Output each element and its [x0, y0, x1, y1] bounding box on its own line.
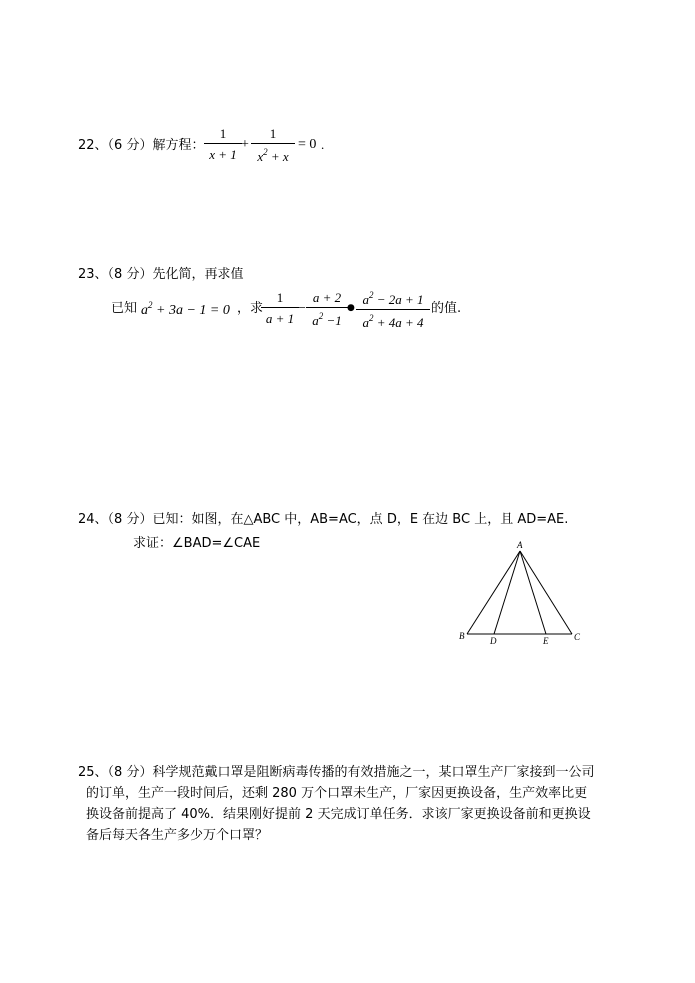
q22-fraction-2 [251, 127, 295, 163]
segment-AC [520, 551, 572, 634]
fraction-bar [356, 309, 430, 310]
q23-fraction-2 [306, 291, 348, 327]
q22-equals: = 0 [298, 137, 317, 152]
segment-AB [467, 551, 520, 634]
q22-frac2-numerator: 1 [269, 126, 277, 141]
triangle-figure [450, 538, 590, 650]
q23-frac1-denominator: a + 1 [265, 311, 295, 326]
fraction-bar [306, 307, 348, 308]
fraction-bar [261, 307, 299, 308]
vertex-label-d: D [490, 636, 497, 646]
q22-frac1-numerator: 1 [219, 126, 227, 141]
q22-frac1-denominator: x + 1 [209, 147, 237, 162]
q23-given-prefix: 已知 [111, 301, 138, 316]
q23-label: 23、（8 分）先化简，再求值 [78, 267, 244, 282]
q23-frac1-numerator: 1 [276, 290, 284, 305]
q23-frac3-denominator: $a^2 + 4a + 4$ [362, 313, 424, 330]
q23-tail: 的值. [431, 301, 462, 316]
q22-plus: + [241, 137, 249, 152]
q25-line-3: 换设备前提高了 40%．结果刚好提前 2 天完成订单任务．求该厂家更换设备前和更换设 [86, 807, 591, 822]
q23-frac2-numerator: a + 2 [312, 290, 342, 305]
q23-fraction-3 [356, 291, 430, 329]
q22-label: 22、（6 分）解方程： [78, 138, 205, 153]
q23-fraction-1 [261, 291, 299, 325]
q23-frac2-denominator: $a^2 -1$ [312, 311, 342, 328]
q24-line-2: 求证：∠BAD=∠CAE [133, 536, 261, 551]
vertex-label-a: A [517, 540, 523, 550]
q25-line-2: 的订单，生产一段时间后，还剩 280 万个口罩未生产，厂家因更换设备，生产效率比更 [86, 786, 588, 801]
q23-given-suffix: ，求 [237, 301, 264, 316]
vertex-label-c: C [574, 632, 581, 642]
q25-line-4: 备后每天各生产多少万个口罩？ [86, 828, 269, 843]
q25-line-1: 25、（8 分）科学规范戴口罩是阻断病毒传播的有效措施之一，某口罩生产厂家接到一公司 [78, 765, 595, 780]
q22-period: . [321, 137, 325, 152]
vertex-label-b: B [459, 631, 465, 641]
segment-AD [494, 551, 520, 634]
q22-frac2-denominator: $x^2 + x$ [257, 147, 289, 164]
vertex-label-e: E [543, 636, 549, 646]
segment-AE [520, 551, 546, 634]
q23-multiply-dot: ● [347, 303, 355, 313]
q23-frac3-numerator: $a^2 - 2a + 1$ [362, 290, 424, 307]
q22-fraction-1 [204, 127, 242, 161]
q24-line-1: 24、（8 分）已知：如图，在△ABC 中，AB=AC，点 D，E 在边 BC 上，且 AD=AE. [78, 512, 569, 527]
fraction-bar [251, 143, 295, 144]
q23-minus: − [298, 301, 306, 316]
fraction-bar [204, 143, 242, 144]
q23-given-expression: $a^2 + 3a - 1 = 0$ [141, 300, 230, 318]
